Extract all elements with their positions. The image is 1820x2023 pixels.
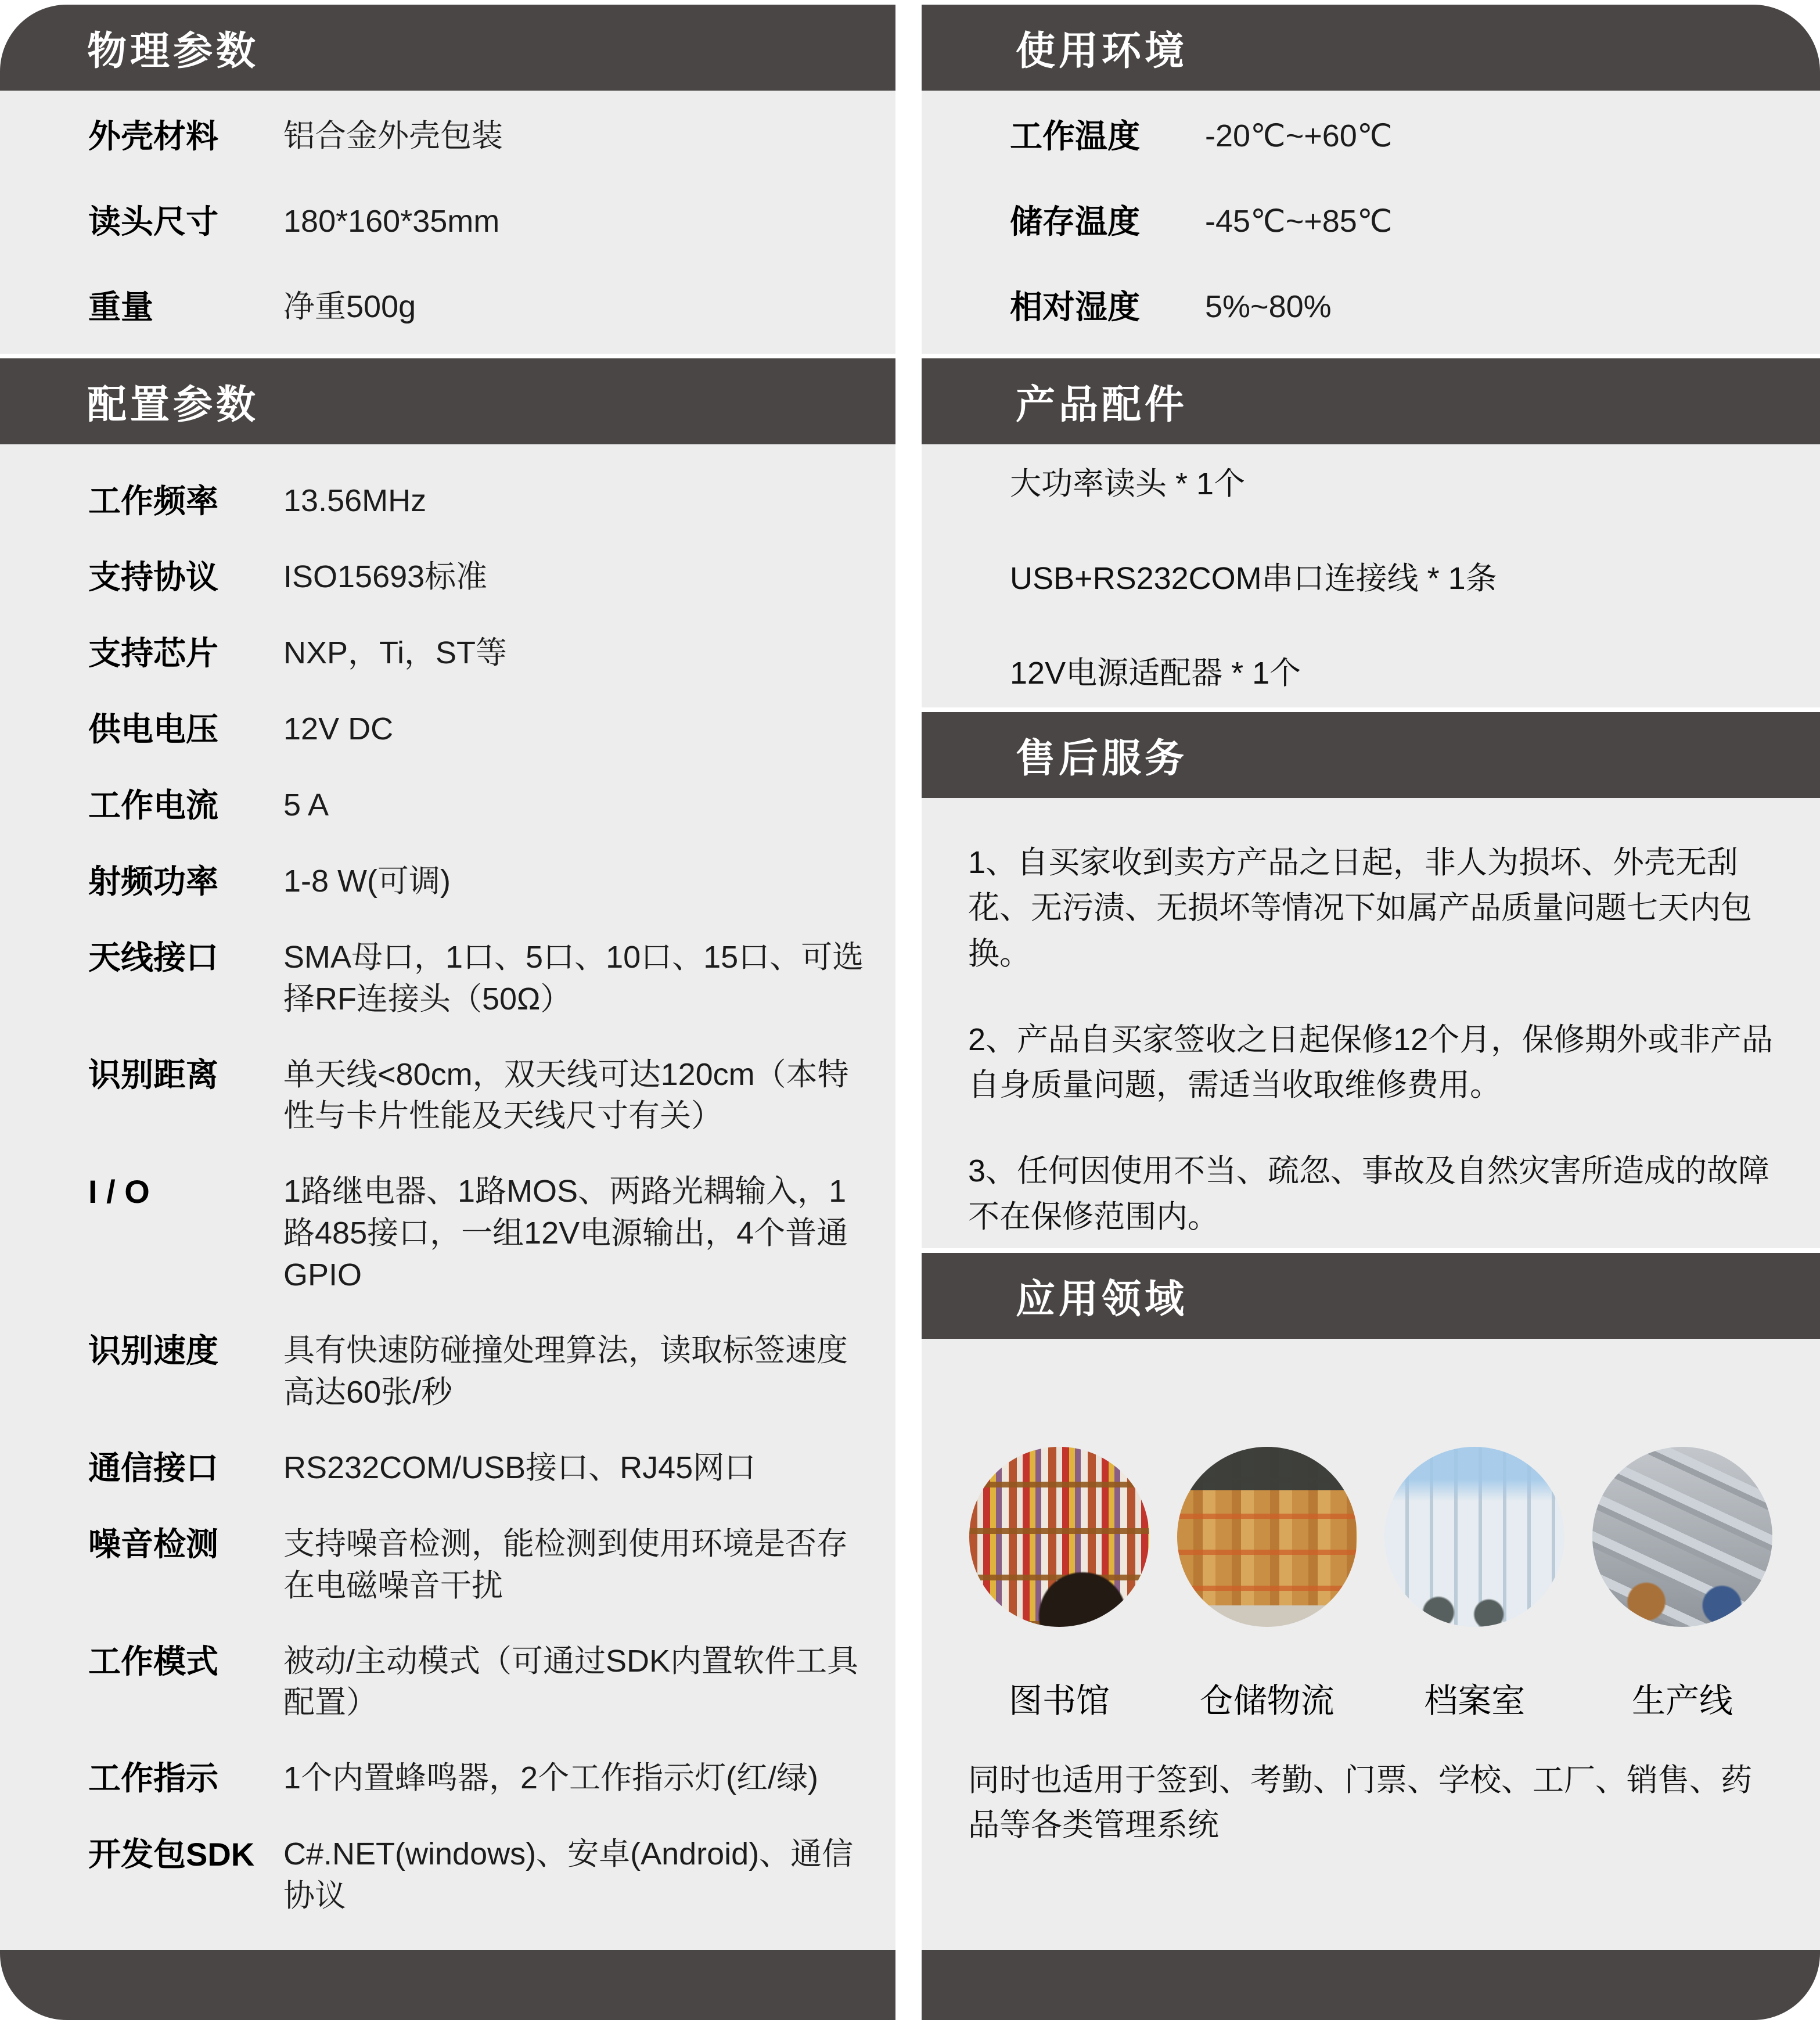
application-labels [922,1673,1820,1722]
section-header-accessories [922,358,1820,444]
section-body-service [922,798,1820,1248]
table-row [0,1758,895,1800]
section-header-physical [0,5,895,91]
spec-value: -45℃~+85℃ [1205,204,1393,239]
spec-label: 通信接口 [88,1449,218,1486]
section-header-config [0,358,895,444]
spec-label: 储存温度 [1010,203,1140,240]
spec-label: 工作电流 [88,786,218,824]
application-label: 生产线 [1631,1682,1733,1720]
application-photos [922,1447,1820,1627]
section-title-environment: 使用环境 [1016,28,1188,73]
spec-value: -20℃~+60℃ [1205,118,1393,154]
spec-label: 天线接口 [88,939,218,976]
spec-label: 工作频率 [88,483,218,519]
table-row [0,286,895,329]
spec-value: 单天线<80cm，双天线可达120cm（本特性与卡片性能及天线尺寸有关） [283,1057,849,1134]
spec-label: 重量 [88,288,153,325]
spec-label: 噪音检测 [88,1525,218,1562]
section-body-environment [922,91,1820,354]
section-body-config [0,444,895,1950]
list-item: 大功率读头 * 1个 [1010,466,1246,501]
table-row [0,785,895,827]
table-row [922,116,1820,158]
spec-label: 识别距离 [88,1056,218,1093]
table-row [0,201,895,243]
spec-value: ISO15693标准 [283,559,488,594]
spec-value: C#.NET(windows)、安卓(Android)、通信协议 [283,1837,854,1914]
table-row [0,480,895,523]
spec-label: 工作模式 [88,1643,218,1680]
section-title-accessories: 产品配件 [1016,382,1188,427]
service-term: 3、任何因使用不当、疏忽、事故及自然灾害所造成的故障不在保修范围内。 [968,1154,1770,1234]
table-row [0,1447,895,1490]
spec-label: 外壳材料 [88,118,218,155]
spec-label: 开发包SDK [88,1836,255,1873]
spec-value: 180*160*35mm [283,204,500,239]
table-row [0,1330,895,1414]
spec-value: 13.56MHz [283,483,427,518]
spec-value: 净重500g [283,289,416,324]
applications-note: 同时也适用于签到、考勤、门票、学校、工厂、销售、药品等各类管理系统 [968,1763,1752,1842]
spec-label: 工作指示 [88,1760,218,1797]
spec-value: 铝合金外壳包装 [283,118,503,154]
application-label: 档案室 [1424,1682,1526,1720]
spec-label: 工作温度 [1010,118,1140,155]
spec-value: SMA母口，1口、5口、10口、15口、可选择RF连接头（50Ω） [283,939,864,1016]
spec-value: NXP，Ti，ST等 [283,635,508,670]
spec-value: 5%~80% [1205,289,1332,324]
list-item: 12V电源适配器 * 1个 [1010,656,1301,691]
section-title-service: 售后服务 [1016,736,1188,781]
application-label: 仓储物流 [1199,1682,1335,1720]
spec-value: 具有快速防碰撞处理算法，读取标签速度高达60张/秒 [283,1333,848,1410]
spec-value: 支持噪音检测，能检测到使用环境是否存在电磁噪音干扰 [283,1526,848,1603]
table-row [0,1523,895,1607]
production-line-photo [1592,1447,1772,1627]
table-row [0,709,895,751]
right-column [922,5,1820,2020]
section-header-applications [922,1253,1820,1339]
spec-label: 识别速度 [88,1332,218,1370]
spec-value: 1个内置蜂鸣器，2个工作指示灯(红/绿) [283,1760,819,1796]
spec-label: 供电电压 [88,710,218,748]
spec-value: 5 A [283,787,329,822]
spec-value: 1路继电器、1路MOS、两路光耦输入，1路485接口，一组12V电源输出，4个普通GPIO [283,1174,848,1293]
section-body-accessories [922,444,1820,707]
table-row [0,861,895,903]
spec-value: RS232COM/USB接口、RJ45网口 [283,1450,756,1485]
library-photo [969,1447,1149,1627]
table-row [922,201,1820,243]
archive-photo [1384,1447,1564,1627]
application-label: 图书馆 [1008,1682,1110,1720]
spec-label: 读头尺寸 [88,203,218,240]
list-item: USB+RS232COM串口连接线 * 1条 [1010,561,1497,596]
footer-bar-left [0,1950,895,2020]
table-row [922,286,1820,329]
footer-bar-right [922,1950,1820,2020]
service-term: 1、自买家收到卖方产品之日起，非人为损坏、外壳无刮花、无污渍、无损坏等情况下如属产品质量问题七天内包换。 [968,845,1752,971]
table-row [0,1054,895,1138]
spec-value: 被动/主动模式（可通过SDK内置软件工具配置） [283,1643,859,1720]
table-row [0,937,895,1021]
table-row [0,1171,895,1296]
warehouse-photo [1177,1447,1357,1627]
spec-label: 支持芯片 [88,634,218,671]
section-title-physical: 物理参数 [87,28,260,73]
spec-label: 相对湿度 [1010,288,1140,325]
spec-label: 射频功率 [88,863,218,900]
section-title-applications: 应用领域 [1016,1277,1188,1321]
spec-value: 12V DC [283,711,394,746]
table-row [0,1834,895,1917]
spec-label: 支持协议 [88,558,218,595]
spec-value: 1-8 W(可调) [283,863,451,899]
table-row [0,633,895,675]
table-row [0,556,895,599]
spec-label: I / O [88,1173,150,1210]
section-body-applications [922,1339,1820,1950]
left-column [0,5,895,2020]
section-body-physical [0,91,895,354]
section-header-service [922,712,1820,798]
table-row [0,116,895,158]
section-header-environment [922,5,1820,91]
service-term: 2、产品自买家签收之日起保修12个月，保修期外或非产品自身质量问题，需适当收取维修费用。 [968,1022,1774,1103]
table-row [0,1641,895,1724]
section-title-config: 配置参数 [87,382,260,427]
